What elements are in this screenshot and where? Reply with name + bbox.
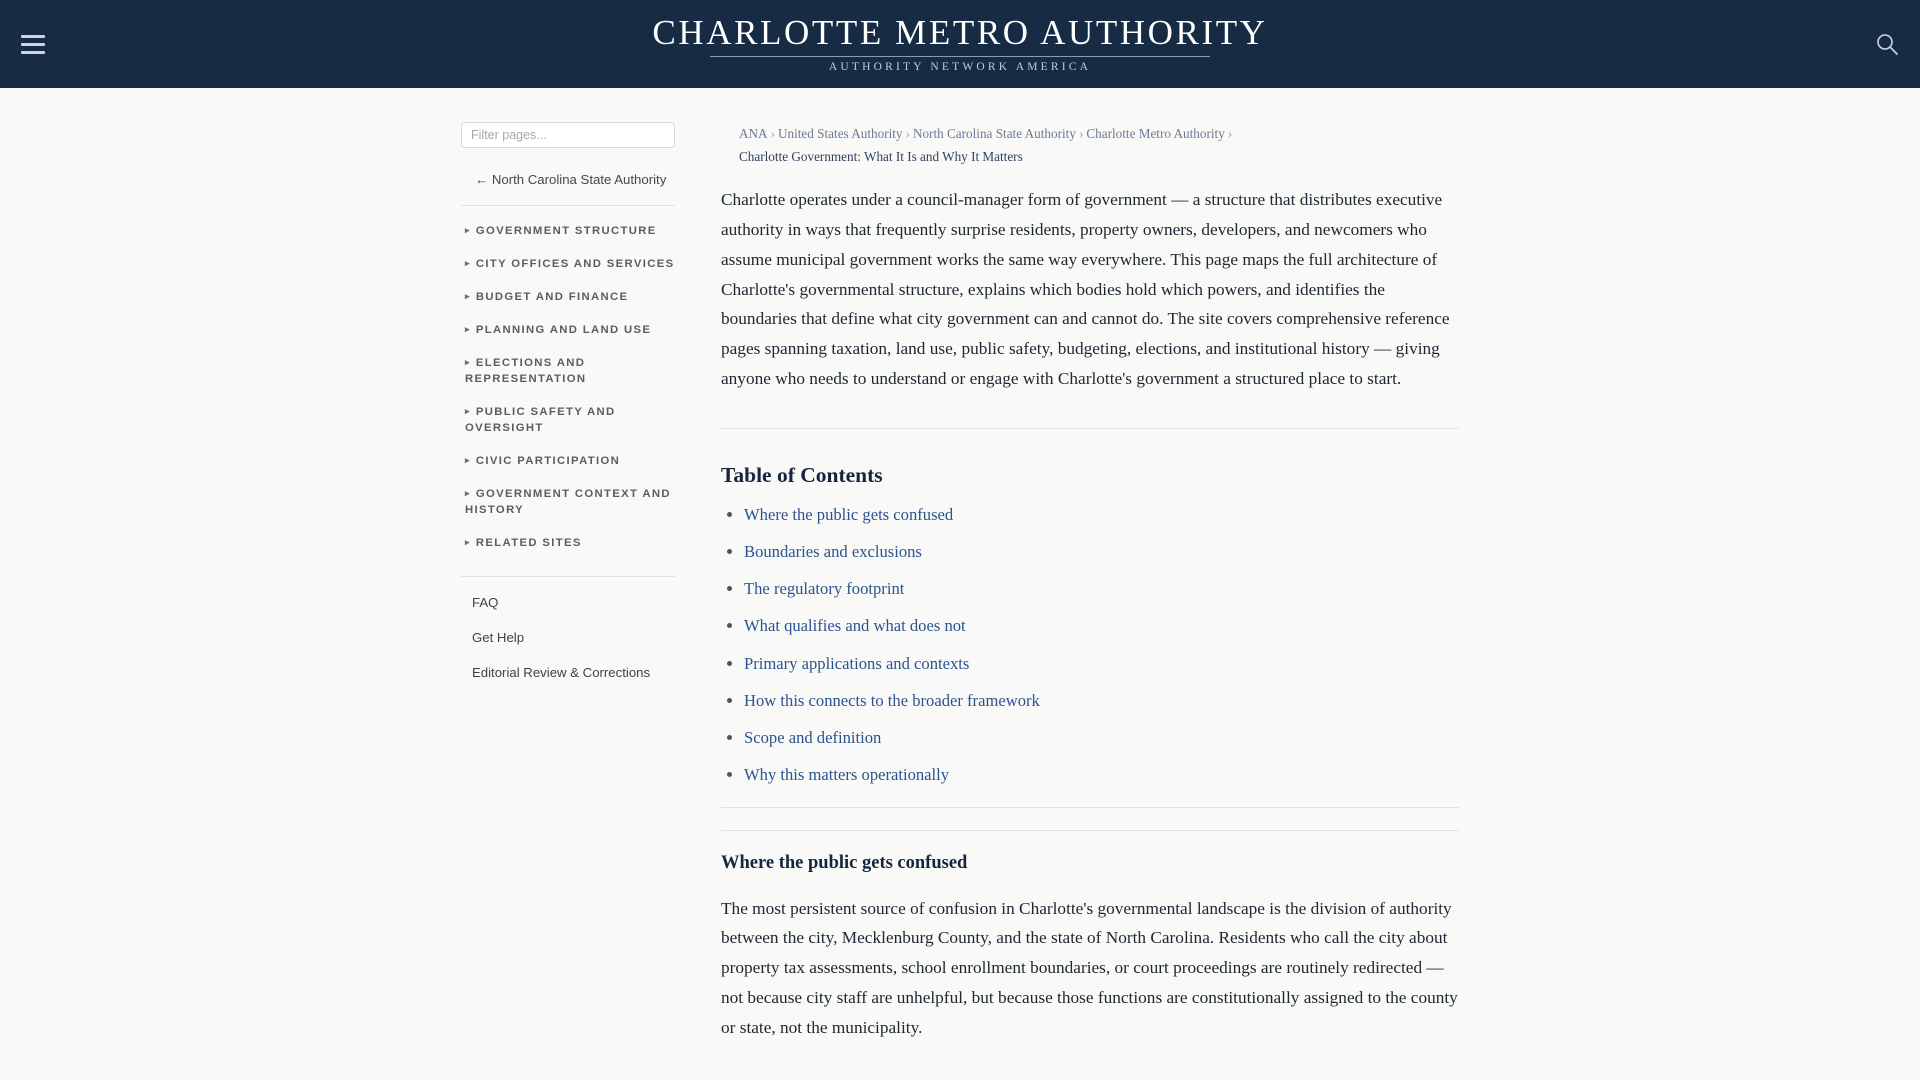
chevron-right-icon: ▸ bbox=[465, 455, 471, 466]
list-item bbox=[744, 506, 1459, 524]
sidebar-parent-link[interactable]: ← North Carolina State Authority bbox=[475, 172, 667, 187]
chevron-right-icon: ▸ bbox=[465, 324, 471, 335]
toc-link-where-the-public-gets-confused[interactable]: Where the public gets confused bbox=[744, 504, 954, 524]
sidebar-item-government-context-and-history[interactable] bbox=[461, 469, 675, 518]
chevron-right-icon: ▸ bbox=[465, 537, 471, 548]
sidebar-item-planning-and-land-use[interactable] bbox=[461, 305, 675, 338]
chevron-right-icon: ▸ bbox=[465, 225, 471, 236]
sidebar-footer-link-get-help[interactable]: Get Help bbox=[472, 629, 525, 645]
site-header bbox=[0, 0, 1920, 88]
toc-link-boundaries-and-exclusions[interactable]: Boundaries and exclusions bbox=[744, 541, 922, 561]
sidebar-item-label: RELATED SITES bbox=[475, 537, 582, 550]
chevron-right-icon: ▸ bbox=[465, 406, 471, 417]
sidebar-item-public-safety-and-oversight[interactable] bbox=[461, 387, 675, 436]
section-heading-where-the-public-gets-confused: Where the public gets confused bbox=[721, 852, 968, 873]
brand-divider bbox=[710, 56, 1210, 57]
sidebar-footer-link-faq[interactable]: FAQ bbox=[472, 594, 499, 610]
sidebar-item-label: BUDGET AND FINANCE bbox=[475, 291, 629, 304]
chevron-right-icon: ▸ bbox=[465, 488, 471, 499]
sidebar-item-label: PUBLIC SAFETY AND OVERSIGHT bbox=[465, 406, 616, 435]
breadcrumb-current-page: Charlotte Government: What It Is and Why It Matters bbox=[739, 149, 1023, 165]
intro-paragraph: Charlotte operates under a council-manager form of government — a structure that distributes executive authority in ways that frequently surprise residents, property owners, developers, and newcomers who assume municipal government works the same way everywhere. This page maps the full architecture of Charlotte's governmental structure, explains which bodies hold which powers, and identifies the boundaries that define what city government can and cannot do. The site covers comprehensive reference pages spanning taxation, land use, public safety, budgeting, elections, and institutional history — giving anyone who needs to understand or engage with Charlotte's government a structured place to start. bbox=[721, 190, 1450, 388]
search-icon[interactable] bbox=[1874, 31, 1900, 57]
toc-link-scope-and-definition[interactable]: Scope and definition bbox=[744, 728, 882, 748]
hamburger-bar bbox=[21, 35, 45, 38]
sidebar-item-label: GOVERNMENT STRUCTURE bbox=[475, 225, 657, 238]
breadcrumb-item-charlotte-metro-authority[interactable]: Charlotte Metro Authority bbox=[1086, 126, 1225, 141]
list-item bbox=[744, 729, 1459, 747]
chevron-right-icon: ▸ bbox=[465, 291, 471, 302]
sidebar-item-elections-and-representation[interactable] bbox=[461, 338, 675, 387]
content-divider bbox=[721, 830, 1459, 831]
toc-link-the-regulatory-footprint[interactable]: The regulatory footprint bbox=[744, 579, 905, 599]
breadcrumb-separator: › bbox=[1227, 126, 1233, 141]
list-item bbox=[744, 692, 1459, 710]
site-title: CHARLOTTE METRO AUTHORITY bbox=[652, 12, 1268, 52]
sidebar-item-government-structure[interactable] bbox=[461, 206, 675, 239]
table-of-contents-title: Table of Contents bbox=[721, 462, 883, 487]
toc-link-what-qualifies-and-what-does-not[interactable]: What qualifies and what does not bbox=[744, 616, 966, 636]
sidebar-item-budget-and-finance[interactable] bbox=[461, 272, 675, 305]
hamburger-menu-icon[interactable] bbox=[16, 27, 50, 61]
list-item bbox=[744, 766, 1459, 784]
list-item bbox=[744, 543, 1459, 561]
content-divider bbox=[721, 428, 1459, 429]
sidebar-item-label: CITY OFFICES AND SERVICES bbox=[475, 258, 675, 271]
site-subtitle: AUTHORITY NETWORK AMERICA bbox=[828, 61, 1092, 74]
hamburger-bar bbox=[21, 51, 45, 54]
hamburger-bar bbox=[21, 43, 45, 46]
breadcrumb-item-united-states-authority[interactable]: United States Authority bbox=[777, 126, 903, 141]
page-body bbox=[0, 88, 1920, 1060]
filter-pages-input[interactable] bbox=[461, 122, 675, 148]
chevron-right-icon: ▸ bbox=[465, 357, 471, 368]
breadcrumb-separator: › bbox=[905, 126, 910, 141]
sidebar-item-label: CIVIC PARTICIPATION bbox=[475, 455, 621, 468]
chevron-right-icon: ▸ bbox=[465, 258, 471, 269]
sidebar bbox=[461, 112, 675, 1060]
breadcrumb-separator: › bbox=[770, 126, 775, 141]
toc-link-how-this-connects-to-the-broader-framework[interactable]: How this connects to the broader framework bbox=[744, 690, 1040, 710]
main-content bbox=[721, 112, 1459, 1060]
breadcrumb bbox=[721, 122, 1459, 168]
sidebar-item-related-sites[interactable] bbox=[461, 518, 675, 551]
breadcrumb-item-ana[interactable]: ANA bbox=[739, 126, 768, 141]
content-divider bbox=[721, 807, 1459, 808]
section-paragraph: The most persistent source of confusion in Charlotte's governmental landscape is the division of authority between the city, Mecklenburg County, and the state of North Carolina. Residents who call the city about property tax assessments, school enrollment boundaries, or court proceedings are routinely redirected — not because city staff are unhelpful, but because those functions are constitutionally assigned to the county or state, not the municipality. bbox=[721, 898, 1458, 1037]
sidebar-item-city-offices-and-services[interactable] bbox=[461, 239, 675, 272]
sidebar-footer-link-editorial-review[interactable]: Editorial Review & Corrections bbox=[472, 664, 651, 680]
toc-link-why-this-matters-operationally[interactable]: Why this matters operationally bbox=[744, 765, 950, 785]
toc-link-primary-applications-and-contexts[interactable]: Primary applications and contexts bbox=[744, 653, 970, 673]
breadcrumb-item-north-carolina-state-authority[interactable]: North Carolina State Authority bbox=[912, 126, 1076, 141]
sidebar-item-label: GOVERNMENT CONTEXT AND HISTORY bbox=[465, 488, 671, 517]
list-item bbox=[744, 655, 1459, 673]
sidebar-item-label: PLANNING AND LAND USE bbox=[475, 324, 652, 337]
list-item bbox=[744, 617, 1459, 635]
sidebar-item-civic-participation[interactable] bbox=[461, 436, 675, 469]
table-of-contents-list bbox=[721, 506, 1459, 785]
site-brand[interactable] bbox=[652, 12, 1268, 74]
breadcrumb-separator: › bbox=[1078, 126, 1084, 141]
list-item bbox=[744, 580, 1459, 598]
sidebar-item-label: ELECTIONS AND REPRESENTATION bbox=[465, 357, 587, 386]
